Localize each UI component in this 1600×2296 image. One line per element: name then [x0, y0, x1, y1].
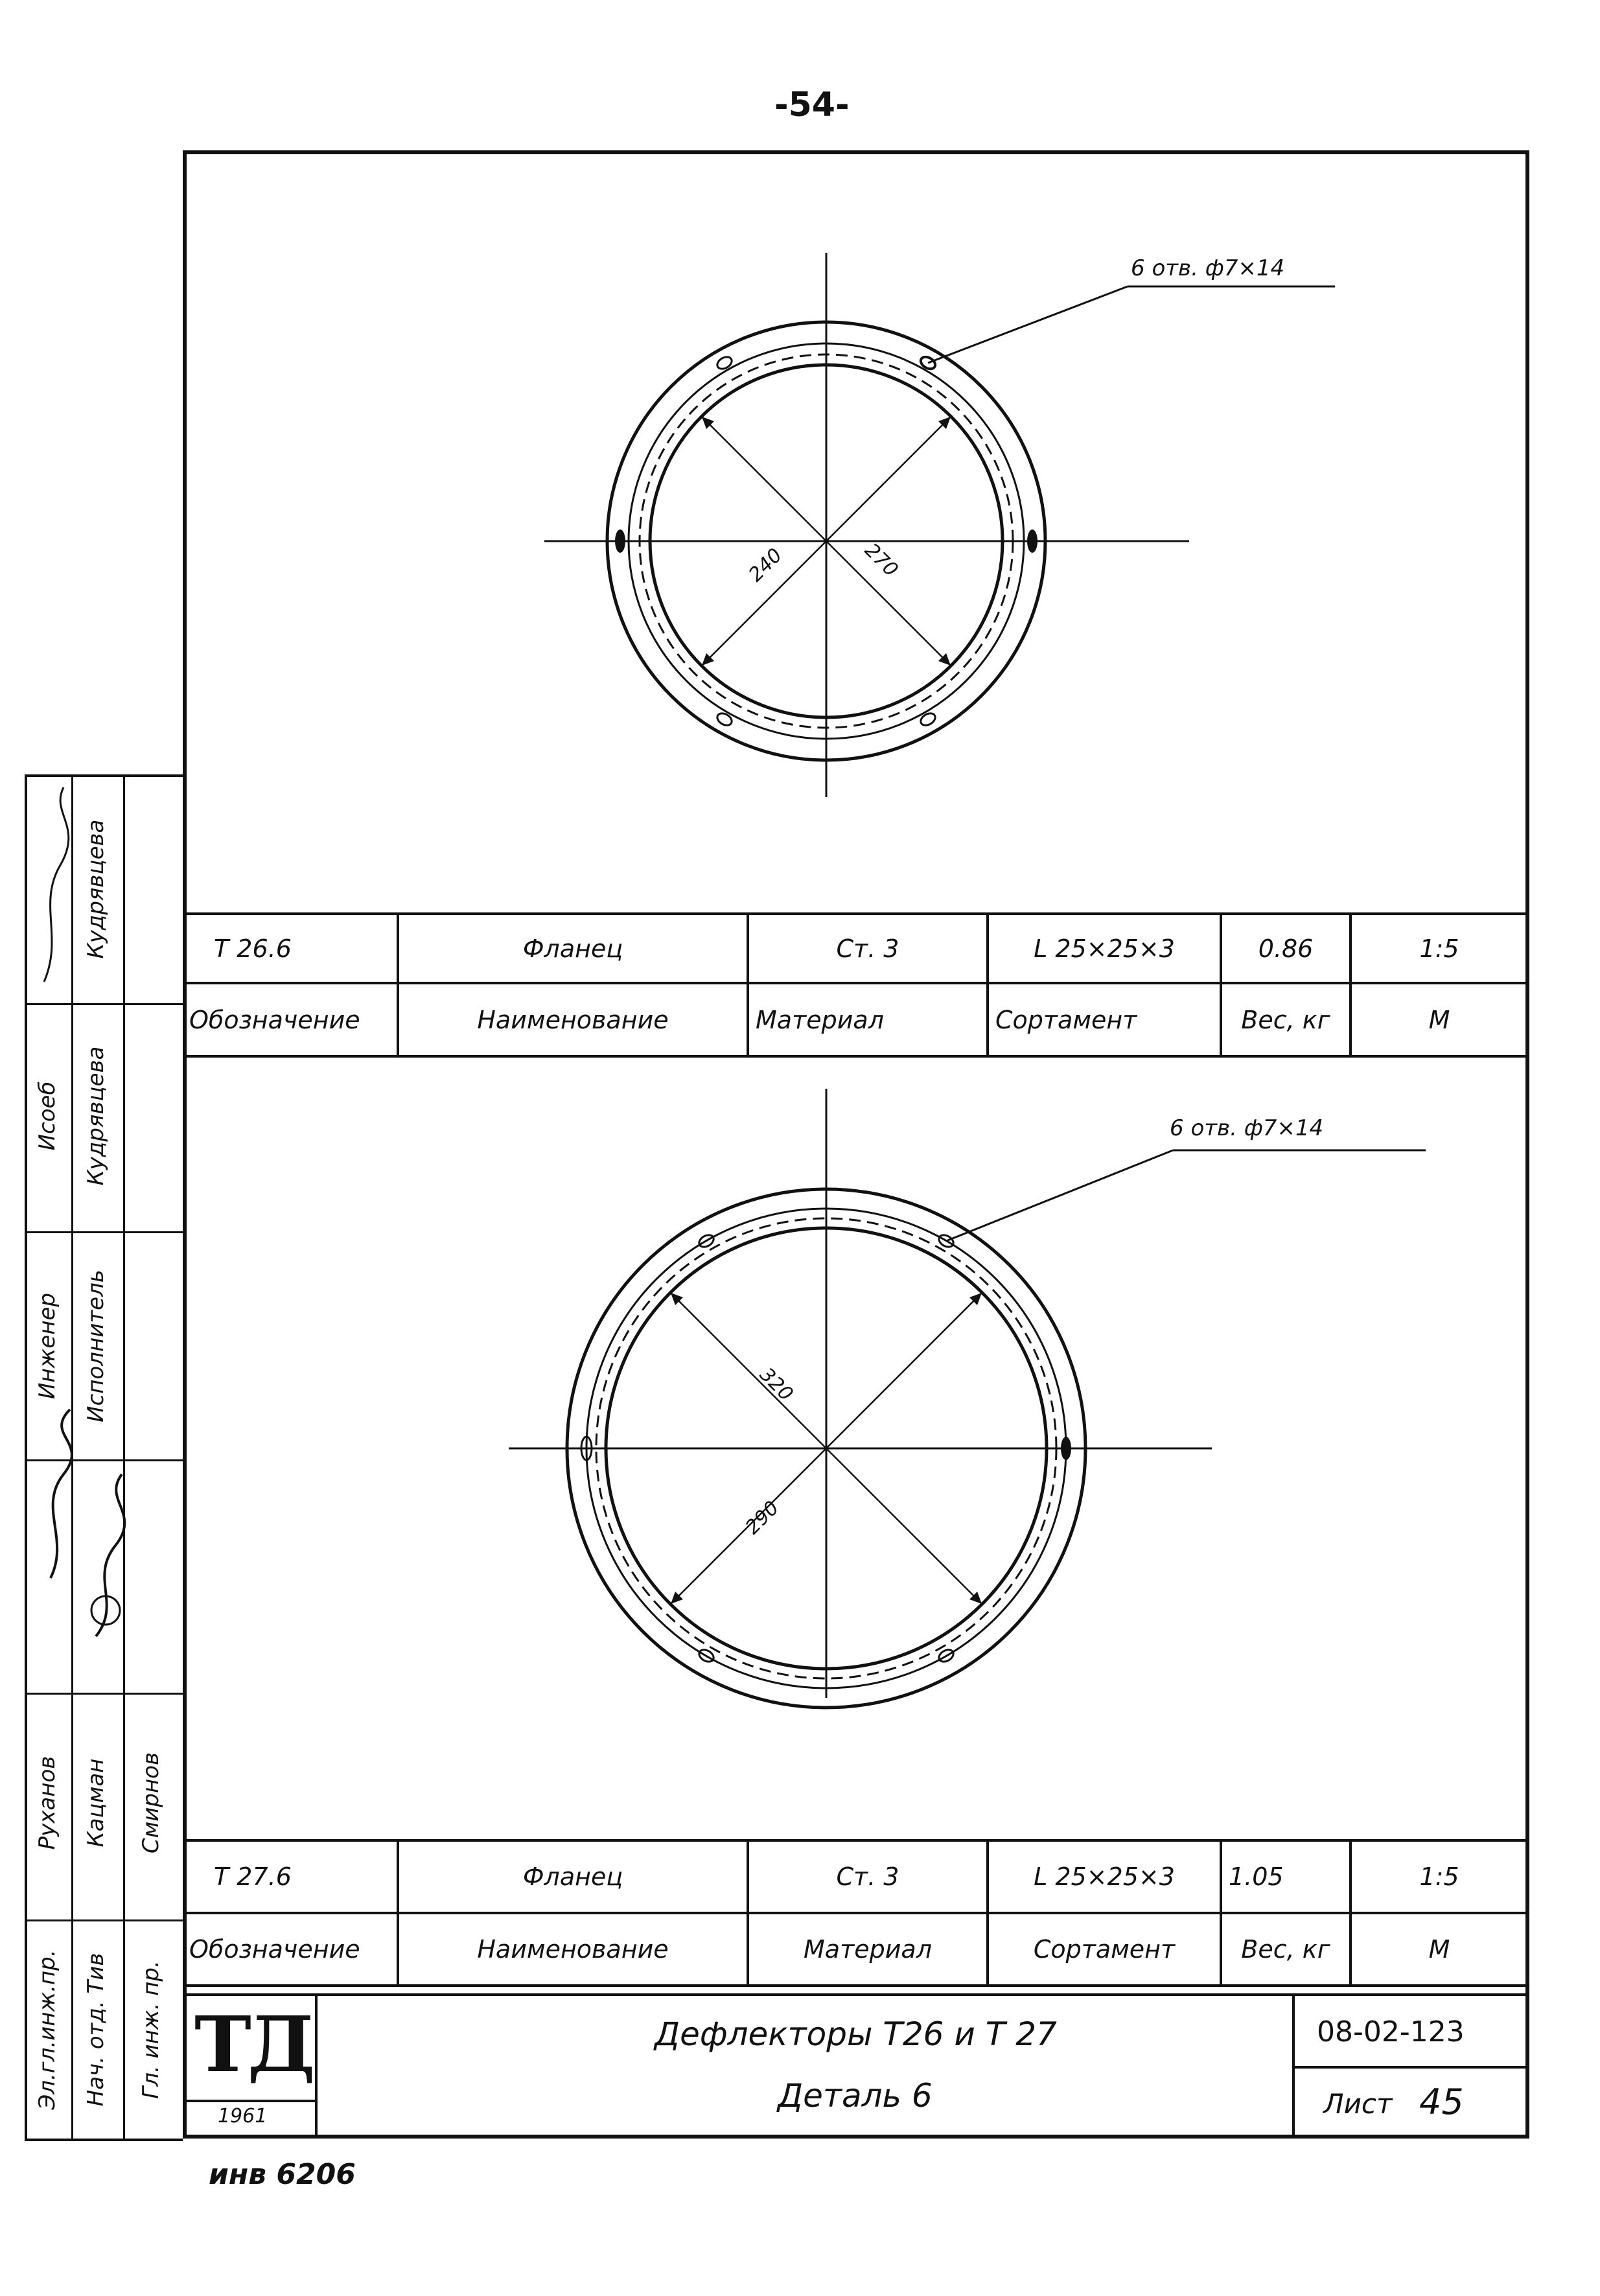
- dim-240: 240: [744, 544, 787, 586]
- dim-320: 320: [755, 1363, 798, 1406]
- stamp-name-1: Руханов: [34, 1756, 60, 1850]
- title-line2: Деталь 6: [778, 2077, 933, 2115]
- header-material-bottom: Материал: [804, 1935, 932, 1964]
- header-scale-bottom: М: [1428, 1935, 1450, 1964]
- stamp-engineer: Инженер: [34, 1293, 60, 1399]
- header-section-top: Сортамент: [995, 1005, 1137, 1034]
- header-name-bottom: Наименование: [477, 1935, 669, 1964]
- dim-270: 270: [860, 539, 903, 582]
- stamp-name-kudryavtseva: Кудрявцева: [83, 1046, 109, 1186]
- designation-bottom: Т 27.6: [214, 1862, 292, 1891]
- material-bottom: Ст. 3: [836, 1862, 899, 1891]
- sheet-label: Лист: [1323, 2088, 1393, 2120]
- hole-note-top: 6 отв. ф7×14: [1131, 255, 1285, 281]
- dim-290: 290: [741, 1496, 784, 1539]
- header-material-top: Материал: [756, 1005, 884, 1034]
- flange-drawing-top: [531, 246, 1361, 804]
- footer-note: инв 6206: [209, 2158, 356, 2191]
- stamp-role-1: Эл.гл.инж.пр.: [34, 1949, 60, 2110]
- weight-bottom: 1.05: [1229, 1862, 1284, 1891]
- logo: ТД: [194, 1999, 312, 2089]
- stamp-name-2: Кацман: [83, 1758, 109, 1848]
- flange-drawing-bottom: [493, 1076, 1452, 1711]
- signature-marks: [25, 774, 183, 1928]
- title-line1: Дефлекторы Т26 и Т 27: [655, 2015, 1057, 2053]
- header-name-top: Наименование: [477, 1005, 669, 1034]
- stamp-role-2: Нач. отд. Тив: [83, 1953, 109, 2107]
- stamp-executor: Исполнитель: [83, 1270, 109, 1422]
- scale-top: 1:5: [1419, 934, 1459, 963]
- stamp-name-kudryavtseva-2: Кудрявцева: [83, 819, 109, 959]
- header-designation-top: Обозначение: [189, 1005, 360, 1034]
- header-scale-top: М: [1428, 1005, 1450, 1034]
- page-number: -54-: [774, 86, 850, 124]
- stamp-role-3: Гл. инж. пр.: [138, 1960, 164, 2099]
- year: 1961: [218, 2105, 268, 2128]
- header-weight-top: Вес, кг: [1241, 1005, 1330, 1034]
- material-top: Ст. 3: [836, 934, 899, 963]
- hole-note-bottom: 6 отв. ф7×14: [1170, 1115, 1324, 1141]
- weight-top: 0.86: [1258, 934, 1314, 963]
- header-section-bottom: Сортамент: [1033, 1935, 1176, 1964]
- header-designation-bottom: Обозначение: [189, 1935, 360, 1964]
- name-top: Фланец: [522, 934, 623, 963]
- name-bottom: Фланец: [522, 1862, 623, 1891]
- designation-top: Т 26.6: [214, 934, 292, 963]
- header-weight-bottom: Вес, кг: [1241, 1935, 1330, 1964]
- scale-bottom: 1:5: [1419, 1862, 1459, 1891]
- table-top-line3: [183, 1055, 1529, 1058]
- section-bottom: L 25×25×3: [1034, 1862, 1175, 1891]
- stamp-name-3: Смирнов: [138, 1752, 164, 1854]
- doc-number: 08-02-123: [1317, 2015, 1465, 2048]
- section-top: L 25×25×3: [1034, 934, 1175, 963]
- stamp-checked: Исоеб: [34, 1081, 60, 1151]
- sheet-number: 45: [1419, 2081, 1464, 2122]
